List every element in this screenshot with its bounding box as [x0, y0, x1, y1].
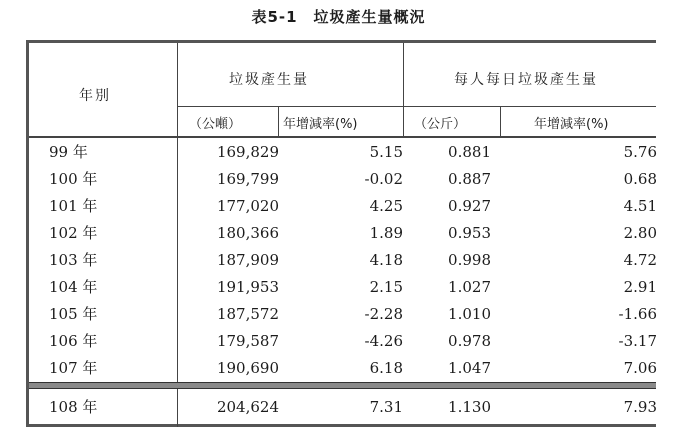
year-cell: 104 年: [49, 278, 98, 296]
g2-unit-header: （公斤）: [414, 117, 467, 132]
col-divider: [278, 106, 279, 136]
tons-rate-cell: -4.26: [364, 332, 403, 350]
tons-rate-cell: 2.15: [369, 278, 403, 296]
per-cell: 0.953: [448, 224, 491, 242]
per-rate-cell: -3.17: [618, 332, 657, 350]
tons-cell: 177,020: [216, 197, 279, 215]
g1-rate-header: 年增減率(%): [283, 117, 358, 132]
table-row: [29, 138, 659, 166]
per-rate-cell: 2.80: [623, 224, 657, 242]
table-title: 表5-1 垃圾產生量概況: [251, 8, 426, 26]
year-cell: 106 年: [49, 332, 98, 350]
per-cell: 1.010: [448, 305, 491, 323]
tons-rate-cell: 7.31: [369, 398, 403, 416]
table-row: [29, 165, 659, 193]
tons-rate-cell: -0.02: [364, 170, 403, 188]
tons-rate-cell: 1.89: [369, 224, 403, 242]
tons-cell: 187,909: [216, 251, 279, 269]
per-rate-cell: 4.51: [623, 197, 657, 215]
tons-cell: 179,587: [216, 332, 279, 350]
waste-table: [26, 40, 656, 427]
g1-unit-header: （公噸）: [189, 117, 242, 132]
per-cell: 1.130: [448, 398, 491, 416]
per-rate-cell: 4.72: [623, 251, 657, 269]
header-rule: [177, 106, 656, 107]
per-rate-cell: 7.06: [623, 359, 657, 377]
tons-cell: 187,572: [216, 305, 279, 323]
col-divider: [500, 106, 501, 136]
tons-rate-cell: -2.28: [364, 305, 403, 323]
col-divider: [177, 43, 178, 136]
table-row: [29, 219, 659, 247]
tons-cell: 169,799: [216, 170, 279, 188]
g2-rate-header: 年增減率(%): [534, 117, 609, 132]
tons-rate-cell: 5.15: [369, 143, 403, 161]
table-row: [29, 273, 659, 301]
year-cell: 99 年: [49, 143, 88, 161]
table-row: [29, 246, 659, 274]
col-divider: [403, 43, 404, 136]
tons-cell: 204,624: [216, 398, 279, 416]
group2-header: 每人每日垃圾產生量: [454, 72, 598, 88]
year-col-header: 年別: [79, 88, 111, 104]
table-row: [29, 354, 659, 382]
year-cell: 103 年: [49, 251, 98, 269]
year-cell: 108 年: [49, 398, 98, 416]
tons-cell: 169,829: [216, 143, 279, 161]
tons-cell: 190,690: [216, 359, 279, 377]
tons-cell: 191,953: [216, 278, 279, 296]
tons-rate-cell: 6.18: [369, 359, 403, 377]
group1-header: 垃圾產生量: [229, 72, 309, 88]
per-rate-cell: 7.93: [623, 398, 657, 416]
per-rate-cell: 5.76: [623, 143, 657, 161]
per-cell: 0.978: [448, 332, 491, 350]
per-cell: 0.887: [448, 170, 491, 188]
section-divider-band: [29, 382, 656, 389]
year-cell: 100 年: [49, 170, 98, 188]
tons-cell: 180,366: [216, 224, 279, 242]
per-cell: 1.027: [448, 278, 491, 296]
year-cell: 107 年: [49, 359, 98, 377]
per-cell: 0.881: [448, 143, 491, 161]
per-rate-cell: -1.66: [618, 305, 657, 323]
per-rate-cell: 2.91: [623, 278, 657, 296]
year-cell: 101 年: [49, 197, 98, 215]
tons-rate-cell: 4.18: [369, 251, 403, 269]
per-cell: 1.047: [448, 359, 491, 377]
tons-rate-cell: 4.25: [369, 197, 403, 215]
table-row: [29, 327, 659, 355]
per-cell: 0.998: [448, 251, 491, 269]
year-cell: 102 年: [49, 224, 98, 242]
table-row: [29, 300, 659, 328]
per-cell: 0.927: [448, 197, 491, 215]
year-cell: 105 年: [49, 305, 98, 323]
table-row-latest: [29, 393, 659, 421]
table-row: [29, 192, 659, 220]
per-rate-cell: 0.68: [623, 170, 657, 188]
